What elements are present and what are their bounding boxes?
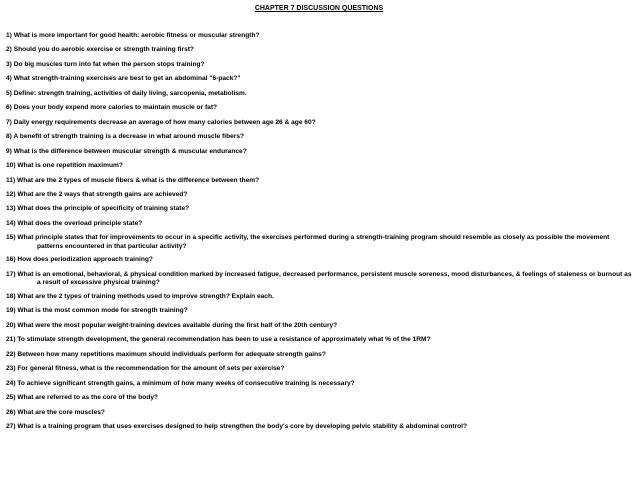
question-item: 11) What are the 2 types of muscle fibers & what is the difference between them? bbox=[6, 176, 260, 184]
document-title: CHAPTER 7 DISCUSSION QUESTIONS bbox=[254, 5, 384, 12]
question-item: 9) What is the difference between muscular strength & muscular endurance? bbox=[6, 147, 247, 155]
question-item: 2) Should you do aerobic exercise or strength training first? bbox=[6, 46, 194, 54]
question-item: 15) What principle states that for improvements to occur in a specific activity, the exercises performed during a strength-training program should resemble as closely as possible the movement patterns encountered in that particular activity? bbox=[6, 234, 610, 250]
question-item: 26) What are the core muscles? bbox=[6, 408, 105, 416]
question-item: 27) What is a training program that uses exercises designed to help strengthen the body's core by developing pelvic stability & abdominal control? bbox=[6, 423, 468, 431]
question-item: 24) To achieve significant strength gains, a minimum of how many weeks of consecutive training is necessary? bbox=[6, 379, 355, 387]
question-item: 12) What are the 2 ways that strength gains are achieved? bbox=[6, 190, 188, 198]
question-item: 6) Does your body expend more calories to maintain muscle or fat? bbox=[6, 104, 218, 112]
question-item: 16) How does periodization approach training? bbox=[6, 256, 153, 264]
question-item: 13) What does the principle of specificity of training state? bbox=[6, 205, 190, 213]
question-list bbox=[6, 32, 634, 438]
question-item: 10) What is one repetition maximum? bbox=[6, 162, 123, 170]
question-item: 14) What does the overload principle state? bbox=[6, 219, 143, 227]
question-item: 25) What are referred to as the core of the body? bbox=[6, 394, 159, 402]
question-item: 1) What is more important for good health: aerobic fitness or muscular strength? bbox=[6, 32, 260, 39]
question-item: 23) For general fitness, what is the recommendation for the amount of sets per exercise? bbox=[6, 365, 285, 373]
question-item: 18) What are the 2 types of training methods used to improve strength? Explain each. bbox=[6, 293, 274, 301]
question-item: 20) What were the most popular weight-training devices available during the first half of the 20th century? bbox=[6, 321, 338, 329]
question-item: 7) Daily energy requirements decrease an average of how many calories between age 26 & age 60? bbox=[6, 118, 316, 126]
question-item: 21) To stimulate strength development, the general recommendation has been to use a resistance of approximately what % of the 1RM? bbox=[6, 336, 431, 344]
question-item: 5) Define: strength training, activities of daily living, sarcopenia, metabolism. bbox=[6, 89, 247, 97]
question-item: 17) What is an emotional, behavioral, & physical condition marked by increased fatigue, decreased performance, persistent muscle soreness, mood disturbances, & feelings of staleness or burnout as a result of excessive physical training? bbox=[6, 270, 632, 287]
question-item: 19) What is the most common mode for strength training? bbox=[6, 307, 188, 315]
question-item: 4) What strength-training exercises are best to get an abdominal "6-pack?" bbox=[6, 75, 241, 83]
question-item: 8) A benefit of strength training is a decrease in what around muscle fibers? bbox=[6, 133, 245, 141]
question-item: 3) Do big muscles turn into fat when the person stops training? bbox=[6, 60, 205, 68]
question-item: 22) Between how many repetitions maximum should individuals perform for adequate strength gains? bbox=[6, 350, 326, 358]
